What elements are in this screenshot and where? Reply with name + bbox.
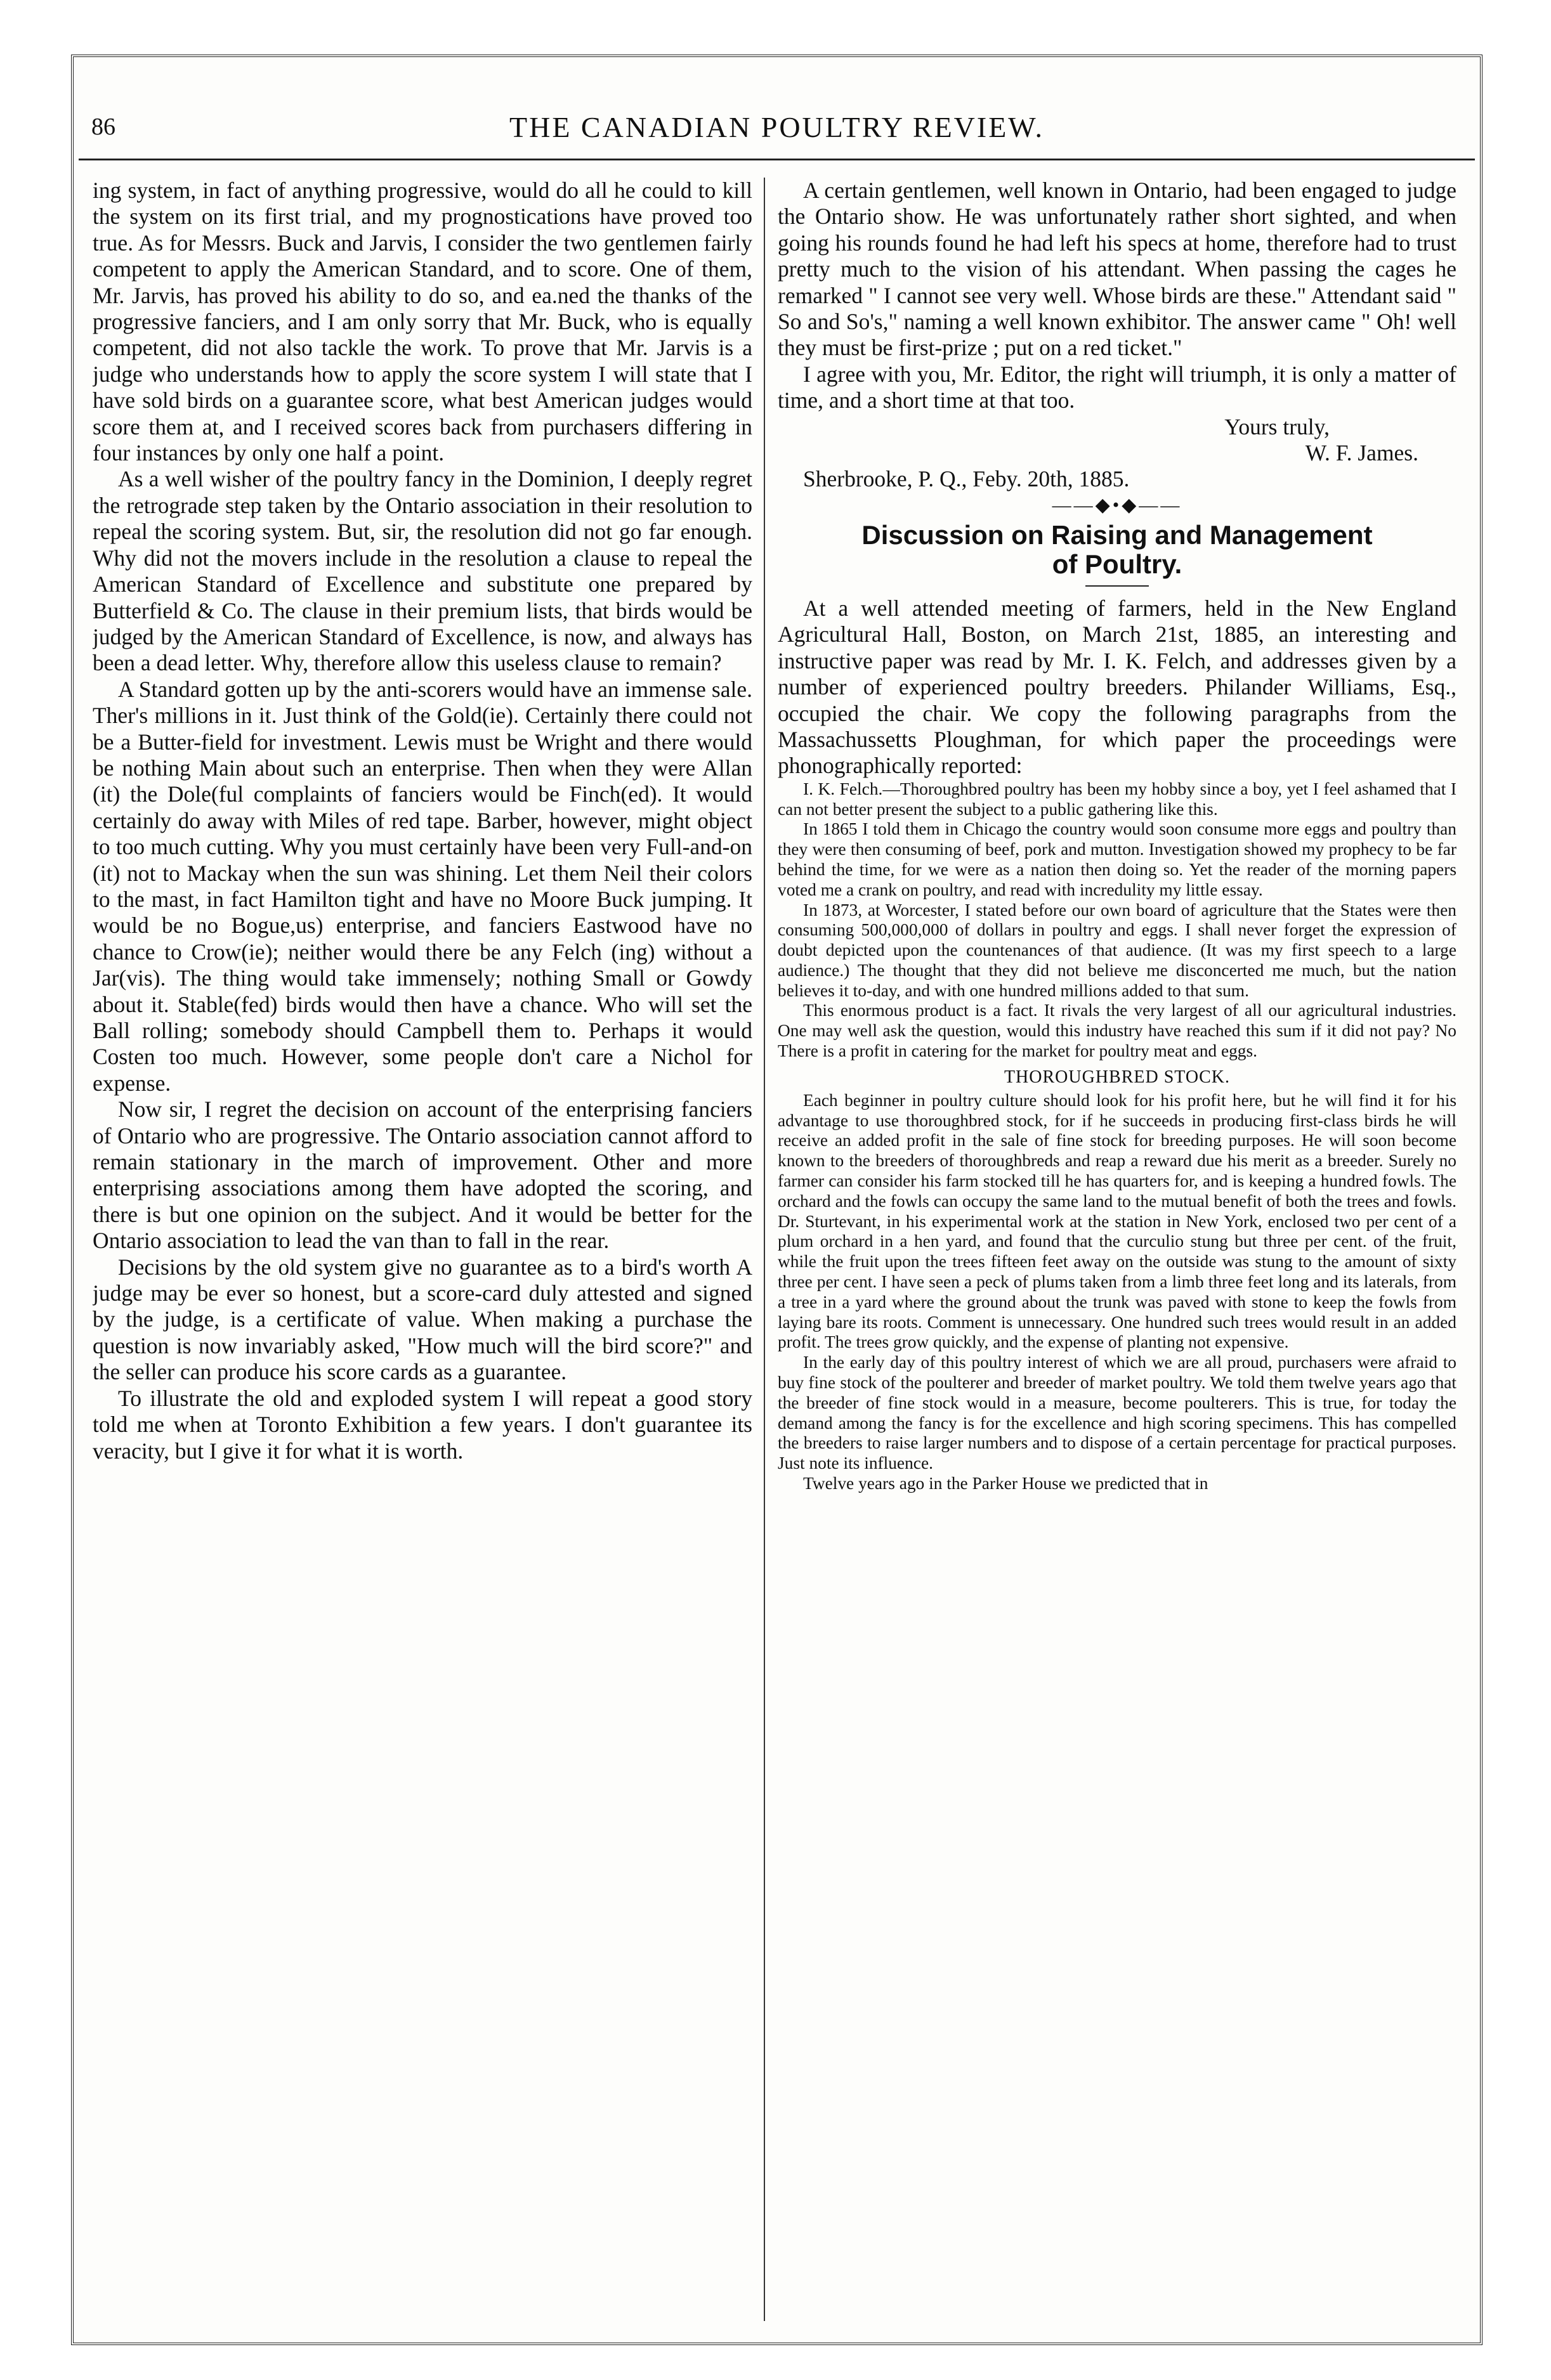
left-paragraph-6: To illustrate the old and exploded system I will repeat a good story told me when at Toronto Exhibition a few years. I don't guarantee its veracity, but I give it for what it is worth. (93, 1385, 752, 1464)
article-title-line-2: of Poultry. (1052, 549, 1182, 579)
right-paragraph-10: Twelve years ago in the Parker House we predicted that in (803, 1474, 1208, 1493)
article-title (778, 521, 1456, 579)
left-paragraph-5: Decisions by the old system give no guarantee as to a bird's worth A judge may be ever so honest, but a score-card duly attested and signed by the judge, is a certificate of value. When making a purchase the question is now invariably asked, "How much will the bird score?" and the seller can produce his score cards as a guarantee. (93, 1254, 752, 1385)
right-paragraph-5: In 1865 I told them in Chicago the country would soon consume more eggs and poultry than they were then consuming of beef, pork and mutton. Investigation showed my prophecy to be far behind the time, for we were as a nation then doing so. Yet the reader of the morning papers voted me a crank on poultry, and read with incredulity my little essay. (778, 819, 1456, 899)
left-column (93, 178, 752, 2321)
right-column (778, 178, 1456, 2321)
page-title: THE CANADIAN POULTRY REVIEW. (509, 110, 1044, 143)
right-paragraph-1: A certain gentlemen, well known in Ontario, had been engaged to judge the Ontario show. He was unfortunately rather short sighted, and when going his rounds found he had left his specs at home, therefore had to trust pretty much to the vision of his attendant. When passing the cages he remarked " I cannot see very well. Whose birds are these." Attendant said " So and So's," naming a well known exhibitor. The answer came " Oh! well they must be first-prize ; put on a red ticket." (778, 178, 1456, 361)
right-paragraph-6: In 1873, at Worcester, I stated before our own board of agriculture that the States were then consuming 500,000,000 of dollars in poultry and eggs. I shall never forget the expression of doubt depicted upon the countenances of that audience. (It was my first speech to a large audience.) The thought that they did not believe me disconcerted me much, but the nation believes it to-day, and with one hundred millions added to that sum. (778, 900, 1456, 1000)
letter-signature: W. F. James. (1305, 440, 1418, 466)
left-paragraph-1: ing system, in fact of anything progressive, would do all he could to kill the system on its first trial, and my prognostications have proved too true. As for Messrs. Buck and Jarvis, I consider the two gentlemen fairly competent to apply the American Standard, and to score. One of them, Mr. Jarvis, has proved his ability to do so, and ea.ned the thanks of the progressive fanciers, and I am only sorry that Mr. Buck, who is equally competent, did not also tackle the work. To prove that Mr. Jarvis is a judge who understands how to apply the score system I will state that I have sold birds on a guarantee score, what best American judges would score them at, and I received scores back from purchasers differing in four instances by only one half a point. (93, 178, 752, 466)
right-paragraph-7: This enormous product is a fact. It rivals the very largest of all our agricultural industries. One may well ask the question, would this industry have reached this sum if it did not pay? No There is a profit in catering for the market for poultry meat and eggs. (778, 1001, 1456, 1061)
left-paragraph-3: A Standard gotten up by the anti-scorers would have an immense sale. Ther's millions in it. Just think of the Gold(ie). Certainly there could not be a Butter-field for investment. Lewis must be Wright and there would be nothing Main about such an enterprise. Then when they were Allan (it) the Dole(ful complaints of fanciers would be Finch(ed). It would certainly do away with Miles of red tape. Barber, however, might object to too much cutting. Why you must certainly have been very Full-and-on (it) not to Mackay when the sun was shining. Let them Neil their colors to the mast, in fact Hamilton tight and have no Moore Buck jumping. It would be no Bogue,us) enterprise, and fanciers Eastwood have no chance to Crow(ie); neither would there be any Felch (ing) without a Jar(vis). The thing would take immensely; nothing Small or Gowdy about it. Stable(fed) birds would then have a chance. Who will set the Ball rolling; somebody should Campbell them to. Perhaps it would Costen too much. However, some people don't care a Nichol for expense. (93, 676, 752, 1096)
right-paragraph-9: In the early day of this poultry interest of which we are all proud, purchasers were afraid to buy fine stock of the poulterer and breeder of market poultry. We told them twelve years ago that the breeder of fine stock would in a measure, become poulterers. This is true, for today the demand among the fancy is for the excellence and high scoring specimens. This has compelled the breeders to raise larger numbers and to dispose of a certain percentage for practical purposes. Just note its influence. (778, 1353, 1456, 1473)
right-paragraph-2: I agree with you, Mr. Editor, the right will triumph, it is only a matter of time, and a short time at that too. (778, 361, 1456, 413)
left-paragraph-2: As a well wisher of the poultry fancy in the Dominion, I deeply regret the retrograde step taken by the Ontario association in their resolution to repeal the scoring system. But, sir, the resolution did not go far enough. Why did not the movers include in the resolution a clause to repeal the American Standard of Excellence and substitute one prepared by Butterfield & Co. The clause in their premium lists, that birds would be judged by the American Standard of Excellence, is now, and always has been a dead letter. Why, therefore allow this useless clause to remain? (93, 466, 752, 676)
left-paragraph-4: Now sir, I regret the decision on account of the enterprising fanciers of Ontario who are progressive. The Ontario association cannot afford to remain stationary in the march of improvement. Other and more enterprising associations among them have adopted the scoring, and there is but one opinion on the subject. And it would be better for the Ontario association to lead the van than to fall in the rear. (93, 1096, 752, 1254)
page-number: 86 (91, 114, 115, 140)
article-title-line-1: Discussion on Raising and Management (861, 519, 1373, 550)
page-header (79, 95, 1475, 160)
section-ornament: ——◆•◆—— (1052, 494, 1182, 516)
right-paragraph-4: I. K. Felch.—Thoroughbred poultry has been my hobby since a boy, yet I feel ashamed that I can not better present the subject to a public gathering like this. (778, 779, 1456, 819)
column-divider (764, 178, 765, 2321)
section-subheading: THOROUGHBRED STOCK. (1004, 1067, 1231, 1087)
letter-closing: Yours truly, (1224, 413, 1330, 439)
right-paragraph-8: Each beginner in poultry culture should look for his profit here, but he will find it for his advantage to use thoroughbred stock, for if he succeeds in producing first-class birds he will receive an added profit in the sale of fine stock for breeding purposes. He will soon become known to the breeders of thoroughbreds and reap a reward due his merit as a breeder. Surely no farmer can consider his farm stocked till he has quarters for, and is keeping a hundred fowls. The orchard and the fowls can occupy the same land to the mutual benefit of both the trees and fowls. Dr. Sturtevant, in his experimental work at the station in New York, enclosed two per cent of a plum orchard in a hen yard, and found that the curculio stung but three per cent. of the fruit, while the fruit upon the trees fifteen feet away on the outside was stung to the amount of sixty three per cent. I have seen a peck of plums taken from a limb three feet long and its laterals, from a tree in a yard where the ground about the trunk was paved with stone to keep the fowls from laying bare its roots. Comment is unnecessary. One hundred such trees would result in an added profit. The trees grow quickly, and the expense of planting not expensive. (778, 1090, 1456, 1352)
right-paragraph-3: At a well attended meeting of farmers, held in the New England Agricultural Hall, Boston, on March 21st, 1885, an interesting and instructive paper was read by Mr. I. K. Felch, and addresses given by a number of experienced poultry breeders. Philander Williams, Esq., occupied the chair. We copy the following paragraphs from the Massachussetts Ploughman, for which paper the proceedings were phonographically reported: (778, 595, 1456, 779)
letter-dateline: Sherbrooke, P. Q., Feby. 20th, 1885. (803, 466, 1130, 492)
article-rule (1085, 585, 1149, 587)
newspaper-page (71, 55, 1482, 2345)
